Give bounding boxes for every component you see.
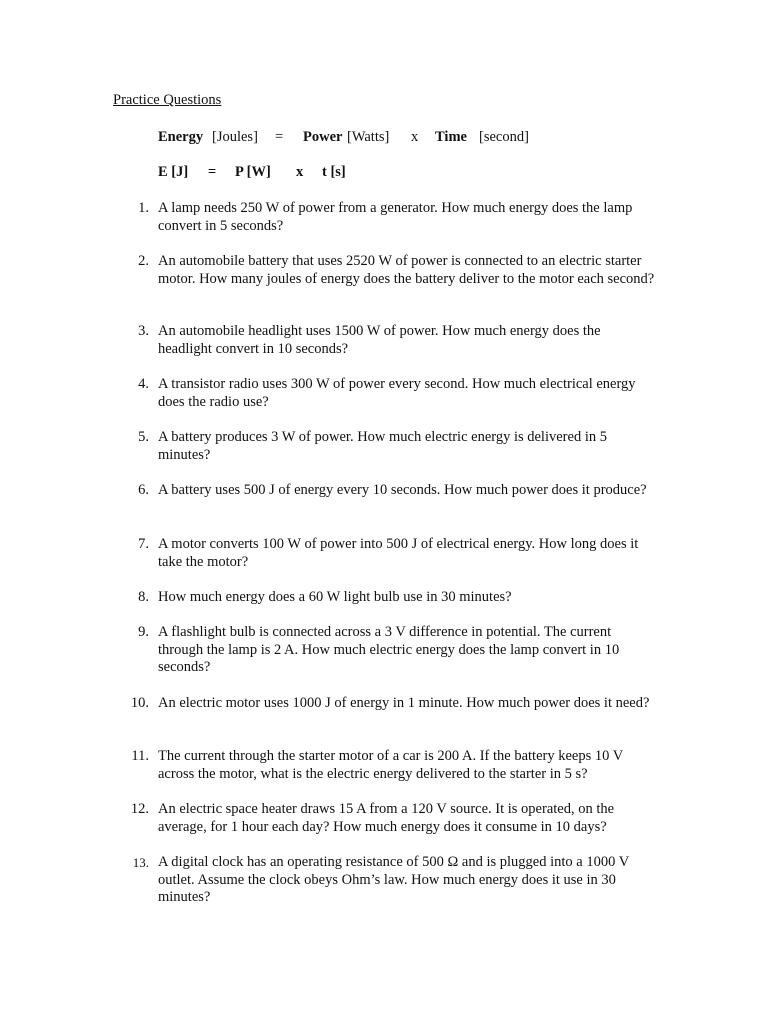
formula-symbol-times: x	[296, 164, 304, 180]
question-text: A flashlight bulb is connected across a 3 V difference in potential. The current through the lamp is 2 A. How much electric energy does the lamp convert in 10 seconds?	[158, 624, 620, 675]
formula-power: Power	[303, 129, 343, 145]
question-number: 10.	[130, 695, 149, 711]
question-text: A motor converts 100 W of power into 500 J of electrical energy. How long does it take the motor?	[158, 536, 639, 570]
question-text: A battery produces 3 W of power. How much electric energy is delivered in 5 minutes?	[158, 429, 607, 463]
formula-symbol-equals: =	[208, 164, 217, 180]
question-text: The current through the starter motor of a car is 200 A. If the battery keeps 10 V across the motor, what is the electric energy delivered to the starter in 5 s?	[158, 748, 623, 782]
question-number: 4.	[138, 376, 149, 392]
formula-symbol-energy: E [J]	[158, 164, 189, 180]
question-number: 1.	[138, 200, 149, 216]
question-number: 12.	[130, 801, 149, 817]
page-heading: Practice Questions	[113, 92, 222, 108]
question-number: 9.	[138, 624, 149, 640]
formula-equals: =	[275, 129, 284, 145]
formula-symbol-time: t [s]	[322, 164, 346, 180]
formula-time-unit: [second]	[479, 129, 529, 145]
question-text: A transistor radio uses 300 W of power every second. How much electrical energy does the radio use?	[158, 376, 636, 410]
formula-times: x	[411, 129, 419, 145]
question-number: 8.	[138, 589, 149, 605]
formula-symbol-power: P [W]	[235, 164, 271, 180]
question-text: A digital clock has an operating resistance of 500 Ω and is plugged into a 1000 V outlet. Assume the clock obeys Ohm’s law. How much energy does it use in 30 minutes?	[158, 854, 629, 905]
formula-time: Time	[435, 129, 467, 145]
question-number: 7.	[138, 536, 149, 552]
question-number: 3.	[138, 323, 149, 339]
question-number: 13.	[132, 855, 149, 870]
formula-energy-unit: [Joules]	[212, 129, 258, 145]
question-text: An electric space heater draws 15 A from a 120 V source. It is operated, on the average, for 1 hour each day? How much energy does it consume in 10 days?	[158, 801, 615, 835]
question-text: An automobile battery that uses 2520 W of power is connected to an electric starter motor. How many joules of energy does the battery deliver to the motor each second?	[158, 253, 655, 287]
formula-energy: Energy	[158, 129, 204, 145]
formula-power-unit: [Watts]	[347, 129, 390, 145]
question-text: How much energy does a 60 W light bulb use in 30 minutes?	[158, 589, 512, 605]
question-number: 11.	[131, 748, 149, 764]
question-text: A lamp needs 250 W of power from a generator. How much energy does the lamp convert in 5 seconds?	[158, 200, 633, 234]
question-number: 6.	[138, 482, 149, 498]
question-number: 5.	[138, 429, 149, 445]
question-text: A battery uses 500 J of energy every 10 seconds. How much power does it produce?	[158, 482, 647, 498]
question-text: An electric motor uses 1000 J of energy in 1 minute. How much power does it need?	[158, 695, 650, 711]
question-text: An automobile headlight uses 1500 W of power. How much energy does the headlight convert in 10 seconds?	[158, 323, 601, 357]
question-number: 2.	[138, 253, 149, 269]
